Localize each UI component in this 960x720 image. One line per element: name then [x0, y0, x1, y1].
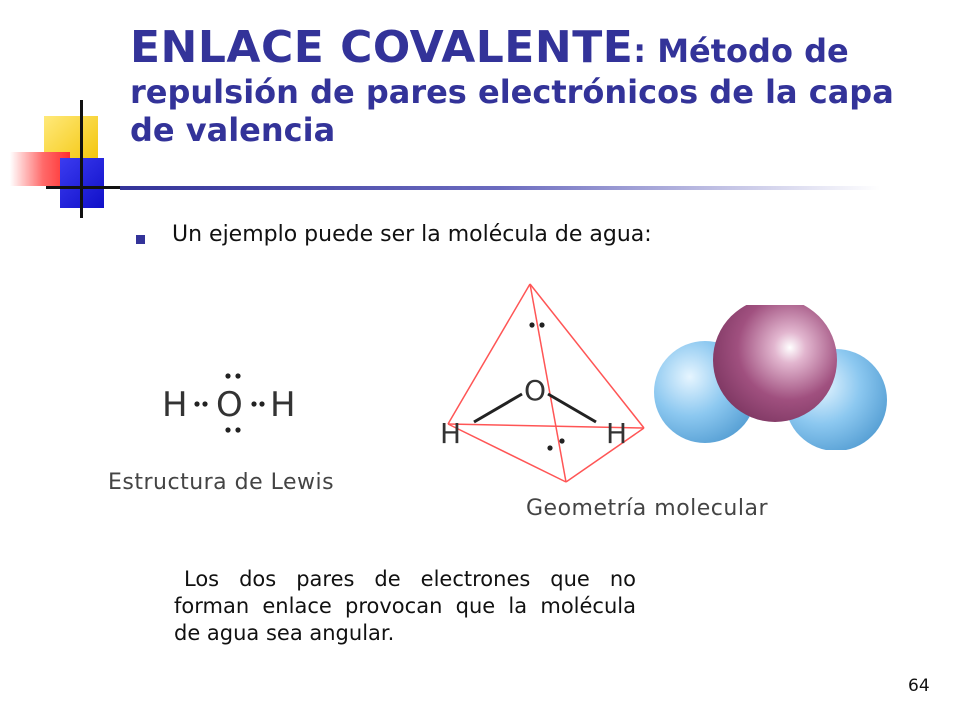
lewis-dot: [235, 427, 240, 432]
title-underline: [120, 186, 880, 190]
logo-squares-icon: [0, 100, 140, 220]
lewis-caption: Estructura de Lewis: [108, 470, 335, 495]
bullet-text: Un ejemplo puede ser la molécula de agua:: [172, 222, 652, 247]
lewis-dot: [235, 373, 240, 378]
lewis-dot: [259, 401, 264, 406]
lewis-atom-center: O: [216, 385, 243, 425]
bond-right: [548, 394, 596, 422]
explanation-paragraph: Los dos pares de electrones que no forman enlace provocan que la molécula de agua sea angular.: [174, 567, 636, 645]
lewis-atom-right: H: [270, 385, 296, 425]
lone-pair-dot: [529, 322, 534, 327]
lewis-dot: [202, 401, 207, 406]
geometry-caption: Geometría molecular: [526, 496, 768, 521]
geometry-atom-right: H: [606, 417, 628, 450]
lewis-dot: [251, 401, 256, 406]
geometry-atom-center: O: [524, 374, 547, 407]
bullet-square-icon: [136, 235, 145, 244]
slide-title: [130, 22, 930, 149]
lewis-atom-left: H: [162, 385, 188, 425]
lewis-dot: [225, 373, 230, 378]
logo-vertical-line: [80, 100, 83, 218]
bond-left: [474, 394, 522, 422]
lone-pair-dot: [539, 322, 544, 327]
title-main: ENLACE COVALENTE: [130, 22, 634, 73]
title-subtitle: : Método de repulsión de pares electrónicos de la capa de valencia: [130, 32, 894, 149]
lone-pair-dot: [559, 438, 564, 443]
page-number: 64: [908, 676, 930, 696]
water-molecule-model: [652, 305, 892, 450]
lone-pair-dot: [547, 445, 552, 450]
lewis-dot: [225, 427, 230, 432]
geometry-atom-left: H: [440, 417, 462, 450]
lewis-structure-diagram: [150, 364, 320, 444]
lewis-dot: [194, 401, 199, 406]
tetrahedral-geometry-diagram: [436, 276, 656, 486]
